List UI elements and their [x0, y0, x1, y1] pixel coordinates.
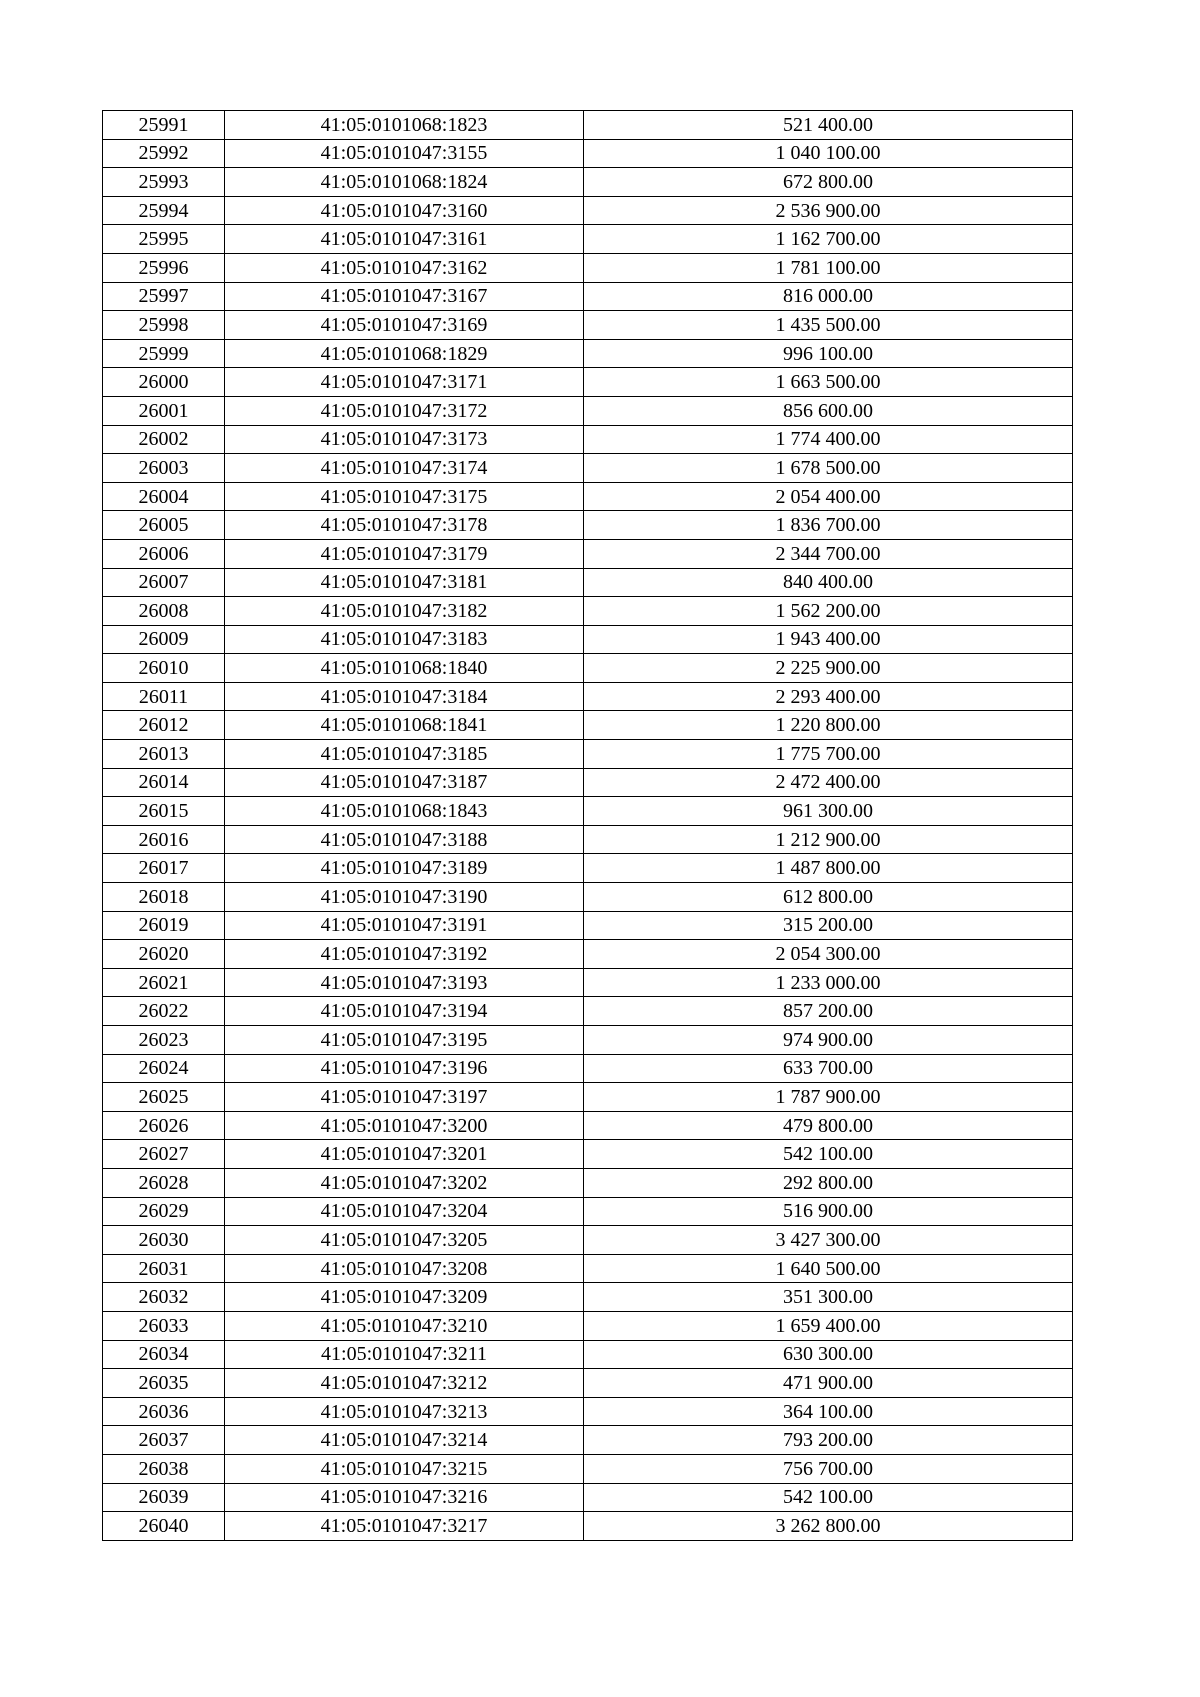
- row-number-cell: 26025: [103, 1083, 225, 1112]
- table-row: [103, 368, 1073, 397]
- cadastral-number-cell: 41:05:0101068:1841: [225, 711, 584, 740]
- row-number-cell: 26028: [103, 1168, 225, 1197]
- cadastral-value-cell: 1 212 900.00: [584, 825, 1073, 854]
- cadastral-number-cell: 41:05:0101047:3181: [225, 568, 584, 597]
- cadastral-value-cell: 351 300.00: [584, 1283, 1073, 1312]
- cadastral-number-cell: 41:05:0101047:3183: [225, 625, 584, 654]
- cadastral-number-cell: 41:05:0101047:3192: [225, 940, 584, 969]
- cadastral-value-cell: 612 800.00: [584, 883, 1073, 912]
- cadastral-number-cell: 41:05:0101047:3185: [225, 740, 584, 769]
- cadastral-number-cell: 41:05:0101047:3167: [225, 282, 584, 311]
- cadastral-number-cell: 41:05:0101047:3211: [225, 1340, 584, 1369]
- row-number-cell: 26004: [103, 482, 225, 511]
- table-row: [103, 1254, 1073, 1283]
- cadastral-number-cell: 41:05:0101047:3200: [225, 1111, 584, 1140]
- table-row: [103, 1054, 1073, 1083]
- row-number-cell: 26024: [103, 1054, 225, 1083]
- cadastral-value-cell: 672 800.00: [584, 168, 1073, 197]
- cadastral-number-cell: 41:05:0101047:3209: [225, 1283, 584, 1312]
- cadastral-number-cell: 41:05:0101047:3182: [225, 597, 584, 626]
- table-row: [103, 1512, 1073, 1541]
- cadastral-number-cell: 41:05:0101047:3191: [225, 911, 584, 940]
- table-row: [103, 311, 1073, 340]
- table-row: [103, 740, 1073, 769]
- cadastral-value-table: [102, 110, 1073, 1541]
- cadastral-value-cell: 856 600.00: [584, 396, 1073, 425]
- row-number-cell: 26034: [103, 1340, 225, 1369]
- cadastral-number-cell: 41:05:0101047:3212: [225, 1369, 584, 1398]
- cadastral-number-cell: 41:05:0101047:3169: [225, 311, 584, 340]
- table-row: [103, 854, 1073, 883]
- row-number-cell: 26030: [103, 1226, 225, 1255]
- table-row: [103, 168, 1073, 197]
- cadastral-value-cell: 1 040 100.00: [584, 139, 1073, 168]
- row-number-cell: 26006: [103, 539, 225, 568]
- row-number-cell: 26032: [103, 1283, 225, 1312]
- table-row: [103, 940, 1073, 969]
- row-number-cell: 26020: [103, 940, 225, 969]
- cadastral-number-cell: 41:05:0101047:3202: [225, 1168, 584, 1197]
- cadastral-number-cell: 41:05:0101047:3187: [225, 768, 584, 797]
- table-row: [103, 454, 1073, 483]
- cadastral-value-cell: 961 300.00: [584, 797, 1073, 826]
- row-number-cell: 26011: [103, 682, 225, 711]
- cadastral-value-cell: 1 562 200.00: [584, 597, 1073, 626]
- table-row: [103, 883, 1073, 912]
- cadastral-value-cell: 1 659 400.00: [584, 1311, 1073, 1340]
- cadastral-number-cell: 41:05:0101068:1843: [225, 797, 584, 826]
- row-number-cell: 26021: [103, 968, 225, 997]
- row-number-cell: 25991: [103, 111, 225, 140]
- row-number-cell: 26039: [103, 1483, 225, 1512]
- cadastral-number-cell: 41:05:0101047:3210: [225, 1311, 584, 1340]
- row-number-cell: 26008: [103, 597, 225, 626]
- row-number-cell: 26031: [103, 1254, 225, 1283]
- table-row: [103, 825, 1073, 854]
- row-number-cell: 26000: [103, 368, 225, 397]
- cadastral-value-cell: 633 700.00: [584, 1054, 1073, 1083]
- table-row: [103, 1483, 1073, 1512]
- row-number-cell: 25999: [103, 339, 225, 368]
- cadastral-value-cell: 1 781 100.00: [584, 253, 1073, 282]
- cadastral-value-cell: 3 427 300.00: [584, 1226, 1073, 1255]
- cadastral-number-cell: 41:05:0101047:3189: [225, 854, 584, 883]
- cadastral-number-cell: 41:05:0101047:3214: [225, 1426, 584, 1455]
- row-number-cell: 26017: [103, 854, 225, 883]
- cadastral-value-cell: 2 054 400.00: [584, 482, 1073, 511]
- row-number-cell: 26040: [103, 1512, 225, 1541]
- table-row: [103, 196, 1073, 225]
- cadastral-value-cell: 1 663 500.00: [584, 368, 1073, 397]
- cadastral-number-cell: 41:05:0101047:3196: [225, 1054, 584, 1083]
- cadastral-number-cell: 41:05:0101047:3193: [225, 968, 584, 997]
- cadastral-value-cell: 1 640 500.00: [584, 1254, 1073, 1283]
- table-row: [103, 1111, 1073, 1140]
- cadastral-value-cell: 1 774 400.00: [584, 425, 1073, 454]
- table-row: [103, 1369, 1073, 1398]
- row-number-cell: 26005: [103, 511, 225, 540]
- table-row: [103, 396, 1073, 425]
- cadastral-value-cell: 516 900.00: [584, 1197, 1073, 1226]
- table-row: [103, 911, 1073, 940]
- table-row: [103, 111, 1073, 140]
- cadastral-number-cell: 41:05:0101047:3175: [225, 482, 584, 511]
- cadastral-number-cell: 41:05:0101047:3188: [225, 825, 584, 854]
- table-row: [103, 711, 1073, 740]
- cadastral-value-cell: 816 000.00: [584, 282, 1073, 311]
- cadastral-number-cell: 41:05:0101047:3194: [225, 997, 584, 1026]
- row-number-cell: 26019: [103, 911, 225, 940]
- cadastral-number-cell: 41:05:0101047:3190: [225, 883, 584, 912]
- table-row: [103, 625, 1073, 654]
- row-number-cell: 26022: [103, 997, 225, 1026]
- cadastral-number-cell: 41:05:0101047:3205: [225, 1226, 584, 1255]
- table-row: [103, 139, 1073, 168]
- cadastral-number-cell: 41:05:0101047:3204: [225, 1197, 584, 1226]
- cadastral-number-cell: 41:05:0101047:3178: [225, 511, 584, 540]
- row-number-cell: 25995: [103, 225, 225, 254]
- table-row: [103, 339, 1073, 368]
- row-number-cell: 26012: [103, 711, 225, 740]
- cadastral-number-cell: 41:05:0101047:3217: [225, 1512, 584, 1541]
- cadastral-value-cell: 542 100.00: [584, 1140, 1073, 1169]
- cadastral-number-cell: 41:05:0101047:3174: [225, 454, 584, 483]
- cadastral-value-cell: 840 400.00: [584, 568, 1073, 597]
- row-number-cell: 26037: [103, 1426, 225, 1455]
- cadastral-number-cell: 41:05:0101047:3216: [225, 1483, 584, 1512]
- table-row: [103, 1426, 1073, 1455]
- row-number-cell: 26014: [103, 768, 225, 797]
- table-row: [103, 511, 1073, 540]
- cadastral-value-cell: 292 800.00: [584, 1168, 1073, 1197]
- cadastral-value-cell: 2 344 700.00: [584, 539, 1073, 568]
- cadastral-number-cell: 41:05:0101047:3201: [225, 1140, 584, 1169]
- row-number-cell: 26029: [103, 1197, 225, 1226]
- cadastral-value-cell: 2 054 300.00: [584, 940, 1073, 969]
- cadastral-value-cell: 630 300.00: [584, 1340, 1073, 1369]
- table-row: [103, 1454, 1073, 1483]
- cadastral-value-cell: 1 487 800.00: [584, 854, 1073, 883]
- cadastral-value-cell: 521 400.00: [584, 111, 1073, 140]
- cadastral-value-cell: 1 836 700.00: [584, 511, 1073, 540]
- cadastral-value-cell: 315 200.00: [584, 911, 1073, 940]
- cadastral-value-cell: 1 943 400.00: [584, 625, 1073, 654]
- table-body: [103, 111, 1073, 1541]
- row-number-cell: 26010: [103, 654, 225, 683]
- cadastral-number-cell: 41:05:0101047:3172: [225, 396, 584, 425]
- cadastral-number-cell: 41:05:0101068:1840: [225, 654, 584, 683]
- table-row: [103, 1226, 1073, 1255]
- cadastral-number-cell: 41:05:0101047:3195: [225, 1026, 584, 1055]
- table-row: [103, 654, 1073, 683]
- table-row: [103, 597, 1073, 626]
- table-row: [103, 1283, 1073, 1312]
- row-number-cell: 26015: [103, 797, 225, 826]
- row-number-cell: 26009: [103, 625, 225, 654]
- cadastral-number-cell: 41:05:0101047:3197: [225, 1083, 584, 1112]
- table-row: [103, 225, 1073, 254]
- cadastral-value-cell: 471 900.00: [584, 1369, 1073, 1398]
- table-row: [103, 1083, 1073, 1112]
- cadastral-value-cell: 2 225 900.00: [584, 654, 1073, 683]
- table-row: [103, 482, 1073, 511]
- cadastral-number-cell: 41:05:0101047:3215: [225, 1454, 584, 1483]
- row-number-cell: 26007: [103, 568, 225, 597]
- table-row: [103, 1140, 1073, 1169]
- row-number-cell: 26001: [103, 396, 225, 425]
- cadastral-number-cell: 41:05:0101068:1823: [225, 111, 584, 140]
- row-number-cell: 25994: [103, 196, 225, 225]
- cadastral-number-cell: 41:05:0101047:3171: [225, 368, 584, 397]
- row-number-cell: 26016: [103, 825, 225, 854]
- cadastral-number-cell: 41:05:0101047:3173: [225, 425, 584, 454]
- cadastral-value-cell: 793 200.00: [584, 1426, 1073, 1455]
- cadastral-number-cell: 41:05:0101047:3208: [225, 1254, 584, 1283]
- table-row: [103, 1026, 1073, 1055]
- cadastral-value-cell: 1 787 900.00: [584, 1083, 1073, 1112]
- row-number-cell: 26018: [103, 883, 225, 912]
- cadastral-number-cell: 41:05:0101047:3161: [225, 225, 584, 254]
- table-row: [103, 1340, 1073, 1369]
- cadastral-value-cell: 364 100.00: [584, 1397, 1073, 1426]
- row-number-cell: 26002: [103, 425, 225, 454]
- row-number-cell: 25993: [103, 168, 225, 197]
- row-number-cell: 25996: [103, 253, 225, 282]
- table-row: [103, 797, 1073, 826]
- row-number-cell: 25992: [103, 139, 225, 168]
- table-row: [103, 539, 1073, 568]
- row-number-cell: 26036: [103, 1397, 225, 1426]
- table-row: [103, 568, 1073, 597]
- table-row: [103, 1397, 1073, 1426]
- cadastral-value-cell: 1 220 800.00: [584, 711, 1073, 740]
- table-row: [103, 282, 1073, 311]
- cadastral-value-cell: 1 678 500.00: [584, 454, 1073, 483]
- cadastral-number-cell: 41:05:0101068:1829: [225, 339, 584, 368]
- table-row: [103, 1197, 1073, 1226]
- row-number-cell: 26013: [103, 740, 225, 769]
- table-row: [103, 1311, 1073, 1340]
- cadastral-value-cell: 479 800.00: [584, 1111, 1073, 1140]
- cadastral-value-cell: 857 200.00: [584, 997, 1073, 1026]
- row-number-cell: 26026: [103, 1111, 225, 1140]
- cadastral-number-cell: 41:05:0101047:3184: [225, 682, 584, 711]
- table-row: [103, 997, 1073, 1026]
- row-number-cell: 25998: [103, 311, 225, 340]
- table-row: [103, 968, 1073, 997]
- cadastral-value-cell: 974 900.00: [584, 1026, 1073, 1055]
- cadastral-number-cell: 41:05:0101047:3213: [225, 1397, 584, 1426]
- table-row: [103, 253, 1073, 282]
- table-row: [103, 1168, 1073, 1197]
- table-row: [103, 425, 1073, 454]
- cadastral-value-cell: 1 435 500.00: [584, 311, 1073, 340]
- row-number-cell: 26033: [103, 1311, 225, 1340]
- cadastral-number-cell: 41:05:0101047:3155: [225, 139, 584, 168]
- table-row: [103, 768, 1073, 797]
- cadastral-value-cell: 756 700.00: [584, 1454, 1073, 1483]
- cadastral-number-cell: 41:05:0101068:1824: [225, 168, 584, 197]
- cadastral-value-cell: 1 775 700.00: [584, 740, 1073, 769]
- cadastral-value-cell: 542 100.00: [584, 1483, 1073, 1512]
- cadastral-value-cell: 3 262 800.00: [584, 1512, 1073, 1541]
- table-row: [103, 682, 1073, 711]
- row-number-cell: 26035: [103, 1369, 225, 1398]
- row-number-cell: 26038: [103, 1454, 225, 1483]
- cadastral-value-cell: 2 293 400.00: [584, 682, 1073, 711]
- row-number-cell: 26023: [103, 1026, 225, 1055]
- cadastral-value-cell: 1 162 700.00: [584, 225, 1073, 254]
- cadastral-value-cell: 996 100.00: [584, 339, 1073, 368]
- row-number-cell: 26027: [103, 1140, 225, 1169]
- cadastral-value-cell: 2 536 900.00: [584, 196, 1073, 225]
- row-number-cell: 26003: [103, 454, 225, 483]
- cadastral-number-cell: 41:05:0101047:3179: [225, 539, 584, 568]
- cadastral-value-cell: 2 472 400.00: [584, 768, 1073, 797]
- cadastral-number-cell: 41:05:0101047:3160: [225, 196, 584, 225]
- cadastral-value-cell: 1 233 000.00: [584, 968, 1073, 997]
- cadastral-number-cell: 41:05:0101047:3162: [225, 253, 584, 282]
- row-number-cell: 25997: [103, 282, 225, 311]
